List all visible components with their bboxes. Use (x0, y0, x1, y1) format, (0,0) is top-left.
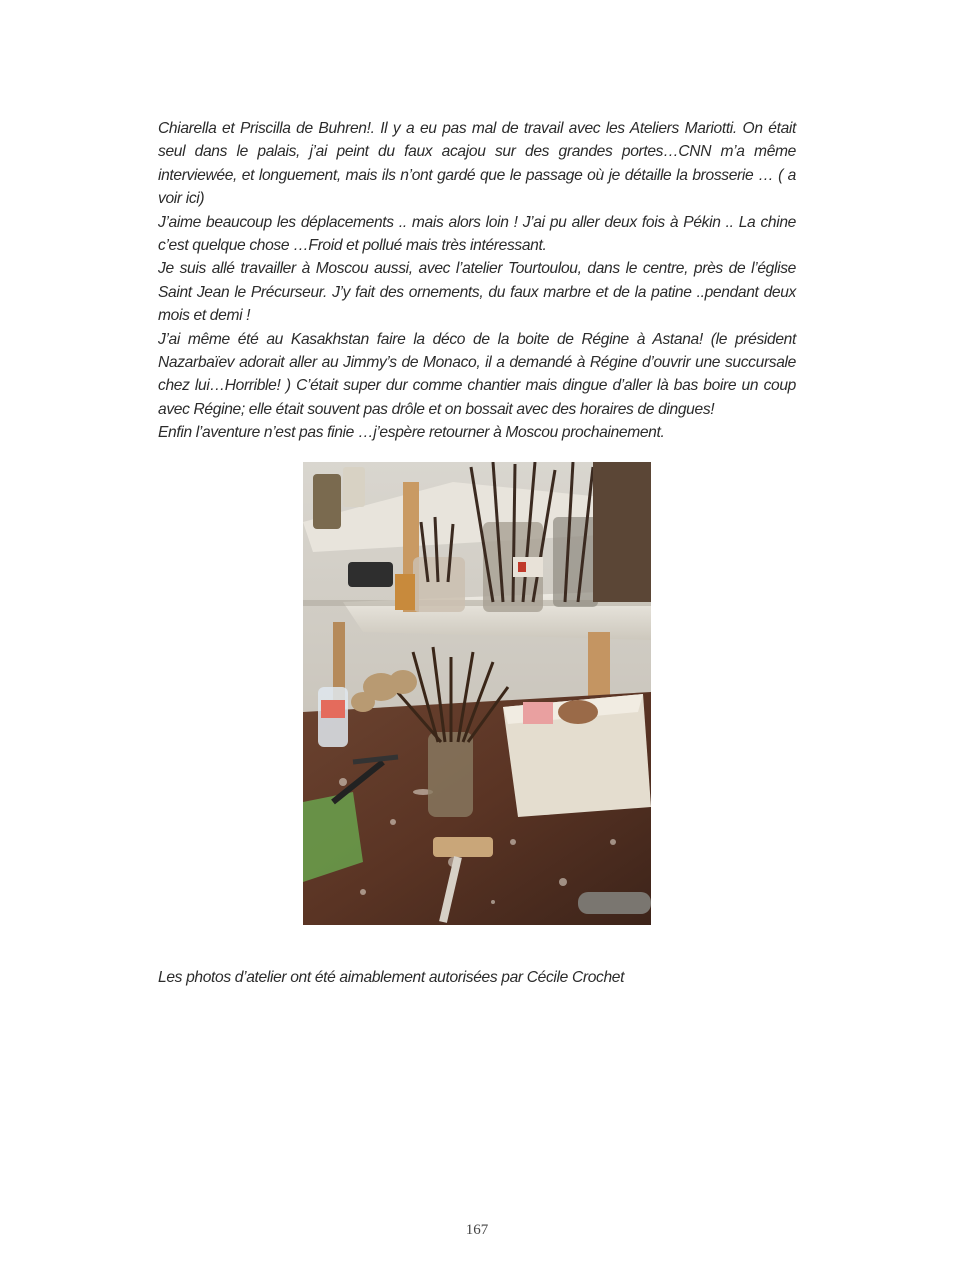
paragraph-4: J’ai même été au Kasakhstan faire la déco de la boite de Régine à Astana! (le président Nazarbaïev adorait aller au Jimmy’s de Monaco, il a demandé à Régine d’ouvrir une succursale chez lui…Horrible! ) C’était super dur comme chantier mais dingue d’aller là bas boire un coup avec Régine; elle était souvent pas drôle et on bossait avec des horaires de dingues! (158, 330, 796, 418)
paragraph-1: Chiarella et Priscilla de Buhren!. Il y a eu pas mal de travail avec les Ateliers Mariotti. On était seul dans le palais, j’ai peint du faux acajou sur des grandes portes…CNN m’a même interviewée, et longuement, mais ils n’ont gardé que le passage où je détaille la brosserie … ( a voir ici) (158, 120, 796, 208)
paragraph-3: Je suis allé travailler à Moscou aussi, avec l’atelier Tourtoulou, dans le centre, près de l’église Saint Jean le Précurseur. J’y fait des ornements, du faux marbre et de la patine ..pendant deux mois et demi ! (158, 260, 796, 325)
page-number: 167 (465, 1222, 489, 1238)
photo-caption: Les photos d’atelier ont été aimablement autorisées par Cécile Crochet (158, 969, 625, 986)
paragraph-2: J’aime beaucoup les déplacements .. mais alors loin ! J’ai pu aller deux fois à Pékin .. La chine c’est quelque chose …Froid et pollué mais très intéressant. (158, 213, 796, 255)
atelier-photo (303, 462, 651, 925)
body-text (158, 117, 796, 445)
paragraph-5: Enfin l’aventure n’est pas finie …j’espère retourner à Moscou prochainement. (158, 424, 665, 442)
